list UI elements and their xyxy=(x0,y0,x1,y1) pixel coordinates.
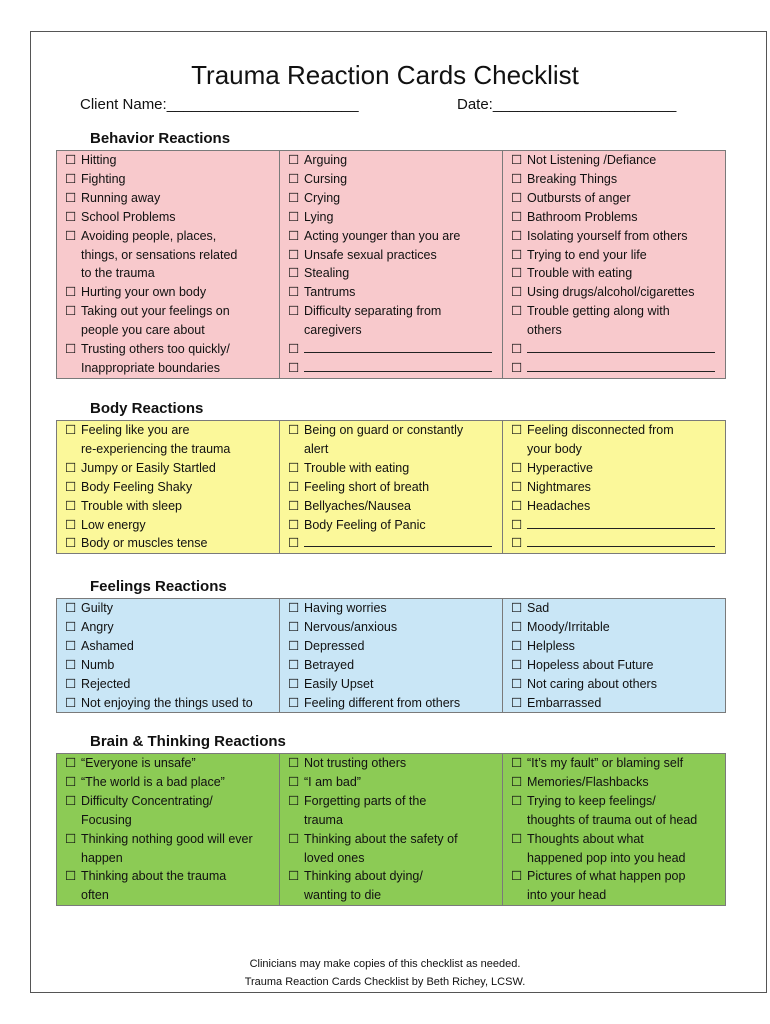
checklist-item[interactable] xyxy=(511,618,725,637)
body-column-3 xyxy=(503,421,726,554)
checklist-item[interactable] xyxy=(65,340,279,378)
checklist-item[interactable] xyxy=(511,754,725,773)
checklist-item-label: into your head xyxy=(527,888,607,903)
checklist-item-label: Thinking about the trauma xyxy=(81,869,227,884)
checklist-item-label: Difficulty Concentrating/ xyxy=(81,793,213,808)
checklist-item[interactable] xyxy=(511,867,725,905)
checkbox-icon[interactable]: ☐ xyxy=(65,285,77,300)
checkbox-icon[interactable]: ☐ xyxy=(511,247,523,262)
checklist-item-label: Fighting xyxy=(81,171,126,186)
checkbox-icon[interactable]: ☐ xyxy=(511,285,523,300)
checklist-item[interactable] xyxy=(65,151,279,170)
checkbox-icon[interactable]: ☐ xyxy=(65,342,77,357)
checklist-item-label: Headaches xyxy=(527,498,591,513)
checklist-item[interactable] xyxy=(65,773,279,792)
checkbox-icon[interactable]: ☐ xyxy=(65,774,77,789)
checklist-item[interactable] xyxy=(288,867,502,905)
checklist-item[interactable] xyxy=(511,830,725,868)
checklist-item[interactable] xyxy=(511,264,725,283)
checklist-item-label: Angry xyxy=(81,619,114,634)
checkbox-icon[interactable]: ☐ xyxy=(288,657,300,672)
checklist-item-label: Feeling disconnected from xyxy=(527,423,674,437)
checklist-item[interactable] xyxy=(288,170,502,189)
write-in-line[interactable] xyxy=(304,359,492,372)
feelings-column-2 xyxy=(280,599,503,713)
checklist-item-label: Pictures of what happen pop xyxy=(527,869,686,884)
checklist-item-label: Trusting others too quickly/ xyxy=(81,342,230,357)
checklist-item[interactable] xyxy=(288,189,502,208)
checkbox-icon[interactable]: ☐ xyxy=(288,228,300,243)
checkbox-icon[interactable]: ☐ xyxy=(511,695,523,710)
checklist-item[interactable] xyxy=(511,246,725,265)
checklist-item[interactable] xyxy=(511,516,725,535)
behavior-column-3 xyxy=(503,151,726,379)
checklist-item[interactable] xyxy=(65,208,279,227)
checklist-item-label: Running away xyxy=(81,190,161,205)
checklist-item[interactable] xyxy=(511,637,725,656)
checklist-item-label: Taking out your feelings on xyxy=(81,304,230,319)
checklist-item-label: Easily Upset xyxy=(304,676,374,691)
checklist-item-label: to the trauma xyxy=(81,266,155,281)
checkbox-icon[interactable]: ☐ xyxy=(288,171,300,186)
footer-copy-note: Clinicians may make copies of this checklist as needed. xyxy=(249,958,521,970)
checklist-item-label: “It’s my fault” or blaming self xyxy=(527,756,684,770)
checklist-item-label: Avoiding people, places, xyxy=(81,228,217,243)
brain-column-1 xyxy=(57,754,280,906)
checklist-item-label: Using drugs/alcohol/cigarettes xyxy=(527,285,695,300)
checkbox-icon[interactable]: ☐ xyxy=(288,360,300,375)
checklist-item[interactable] xyxy=(65,599,279,618)
checkbox-icon[interactable]: ☐ xyxy=(511,304,523,319)
checkbox-icon[interactable]: ☐ xyxy=(288,342,300,357)
checkbox-icon[interactable]: ☐ xyxy=(288,460,300,475)
checklist-item-label: Jumpy or Easily Startled xyxy=(81,460,216,475)
checklist-item-label: Difficulty separating from xyxy=(304,304,442,319)
checklist-item-label: Trying to keep feelings/ xyxy=(527,793,656,808)
checkbox-icon[interactable]: ☐ xyxy=(65,209,77,224)
checkbox-icon[interactable]: ☐ xyxy=(288,638,300,653)
checklist-item-label: “Everyone is unsafe” xyxy=(81,756,196,770)
checkbox-icon[interactable]: ☐ xyxy=(511,171,523,186)
checklist-item-label: caregivers xyxy=(304,323,362,338)
checklist-item[interactable] xyxy=(511,359,725,378)
checklist-item-label: Guilty xyxy=(81,601,113,615)
brain-thinking-reactions-table xyxy=(56,753,726,906)
checklist-item-label: Bathroom Problems xyxy=(527,209,638,224)
behavior-column-2 xyxy=(280,151,503,379)
checklist-item-label: Bellyaches/Nausea xyxy=(304,498,412,513)
client-name-line: _______________________ xyxy=(166,96,359,113)
checkbox-icon[interactable]: ☐ xyxy=(511,190,523,205)
checklist-item[interactable] xyxy=(288,694,502,713)
checklist-item[interactable] xyxy=(288,478,502,497)
checkbox-icon[interactable]: ☐ xyxy=(511,831,523,846)
checkbox-icon[interactable]: ☐ xyxy=(511,756,523,770)
client-name-field[interactable] xyxy=(80,96,359,113)
checklist-item[interactable] xyxy=(511,208,725,227)
checkbox-icon[interactable]: ☐ xyxy=(288,676,300,691)
checklist-item-label: thoughts of trauma out of head xyxy=(527,812,698,827)
checklist-item[interactable] xyxy=(511,227,725,246)
checkbox-icon[interactable]: ☐ xyxy=(511,517,523,532)
checkbox-icon[interactable]: ☐ xyxy=(65,460,77,475)
checklist-item[interactable] xyxy=(65,534,279,553)
footer xyxy=(0,955,770,991)
checklist-item[interactable] xyxy=(511,340,725,359)
checklist-item[interactable] xyxy=(288,246,502,265)
checklist-item-label: Body or muscles tense xyxy=(81,536,208,551)
checklist-item[interactable] xyxy=(288,359,502,378)
checklist-item-label: Trouble with sleep xyxy=(81,498,182,513)
checklist-item-label: Memories/Flashbacks xyxy=(527,774,649,789)
checklist-item[interactable] xyxy=(511,599,725,618)
checklist-item-label: Nervous/anxious xyxy=(304,619,398,634)
checkbox-icon[interactable]: ☐ xyxy=(65,676,77,691)
checklist-item-label: Trouble with eating xyxy=(527,266,633,281)
checklist-item-label: Rejected xyxy=(81,676,131,691)
checklist-item[interactable] xyxy=(288,534,502,553)
checkbox-icon[interactable]: ☐ xyxy=(511,774,523,789)
checklist-item[interactable] xyxy=(288,516,502,535)
feelings-column-1 xyxy=(57,599,280,713)
checklist-item-label: “I am bad” xyxy=(304,774,361,789)
checkbox-icon[interactable]: ☐ xyxy=(65,601,77,615)
checkbox-icon[interactable]: ☐ xyxy=(65,498,77,513)
checklist-item-label: happen xyxy=(81,850,123,865)
brain-column-2 xyxy=(280,754,503,906)
checkbox-icon[interactable]: ☐ xyxy=(511,619,523,634)
checklist-item[interactable] xyxy=(288,264,502,283)
body-column-2 xyxy=(280,421,503,554)
checkbox-icon[interactable]: ☐ xyxy=(288,869,300,884)
checklist-item-label: Hopeless about Future xyxy=(527,657,654,672)
feelings-column-3 xyxy=(503,599,726,713)
checklist-item-label: Not trusting others xyxy=(304,756,407,770)
checklist-item[interactable] xyxy=(65,792,279,830)
date-line: ______________________ xyxy=(492,96,677,113)
checklist-item-label: Not enjoying the things used to xyxy=(81,695,253,710)
checklist-item-label: Thinking about dying/ xyxy=(304,869,423,884)
checklist-item-label: Feeling like you are xyxy=(81,423,190,437)
checklist-item[interactable] xyxy=(65,618,279,637)
checklist-item[interactable] xyxy=(65,656,279,675)
checklist-item-label: Numb xyxy=(81,657,115,672)
checkbox-icon[interactable]: ☐ xyxy=(288,619,300,634)
checkbox-icon[interactable]: ☐ xyxy=(511,676,523,691)
checkbox-icon[interactable]: ☐ xyxy=(288,756,300,770)
checklist-item-label: things, or sensations related xyxy=(81,247,238,262)
checkbox-icon[interactable]: ☐ xyxy=(65,793,77,808)
checklist-item[interactable] xyxy=(65,283,279,302)
checklist-item[interactable] xyxy=(65,830,279,868)
checklist-item[interactable] xyxy=(511,151,725,170)
checklist-item-label: re-experiencing the trauma xyxy=(81,441,231,456)
checklist-item[interactable] xyxy=(288,151,502,170)
checkbox-icon[interactable]: ☐ xyxy=(511,536,523,551)
checklist-item-label: School Problems xyxy=(81,209,176,224)
checklist-item[interactable] xyxy=(511,189,725,208)
write-in-line[interactable] xyxy=(527,534,715,547)
checklist-item[interactable] xyxy=(511,283,725,302)
checklist-item-label: Trouble with eating xyxy=(304,460,410,475)
checklist-item-label: Nightmares xyxy=(527,479,591,494)
checkbox-icon[interactable]: ☐ xyxy=(511,479,523,494)
checklist-item-label: trauma xyxy=(304,812,343,827)
checklist-item-label: Arguing xyxy=(304,153,348,167)
checklist-item-label: Isolating yourself from others xyxy=(527,228,688,243)
checklist-item-label: Tantrums xyxy=(304,285,356,300)
checklist-item[interactable] xyxy=(288,459,502,478)
write-in-line[interactable] xyxy=(527,359,715,372)
checklist-item-label: Helpless xyxy=(527,638,575,653)
write-in-line[interactable] xyxy=(527,340,715,353)
checkbox-icon[interactable]: ☐ xyxy=(288,423,300,437)
date-label: Date: xyxy=(457,96,493,113)
checklist-item[interactable] xyxy=(65,227,279,284)
checklist-item-label: Not caring about others xyxy=(527,676,657,691)
checkbox-icon[interactable]: ☐ xyxy=(65,479,77,494)
checklist-item-label: happened pop into you head xyxy=(527,850,686,865)
checklist-item[interactable] xyxy=(65,478,279,497)
checklist-item-label: Hurting your own body xyxy=(81,285,207,300)
client-name-label: Client Name: xyxy=(80,96,167,113)
checklist-item-label: Cursing xyxy=(304,171,348,186)
section-title-behavior: Behavior Reactions xyxy=(90,130,231,147)
checkbox-icon[interactable]: ☐ xyxy=(511,460,523,475)
body-reactions-table xyxy=(56,420,726,554)
checkbox-icon[interactable]: ☐ xyxy=(65,423,77,437)
checklist-item-label: Trouble getting along with xyxy=(527,304,670,319)
checklist-item[interactable] xyxy=(288,773,502,792)
checklist-item-label: Being on guard or constantly xyxy=(304,423,464,437)
checklist-item[interactable] xyxy=(288,656,502,675)
checkbox-icon[interactable]: ☐ xyxy=(511,228,523,243)
checkbox-icon[interactable]: ☐ xyxy=(288,793,300,808)
checklist-item[interactable] xyxy=(511,694,725,713)
checklist-item-label: Inappropriate boundaries xyxy=(81,360,220,375)
checklist-item-label: Depressed xyxy=(304,638,365,653)
checkbox-icon[interactable]: ☐ xyxy=(511,498,523,513)
checkbox-icon[interactable]: ☐ xyxy=(288,153,300,167)
checklist-item-label: Acting younger than you are xyxy=(304,228,461,243)
checkbox-icon[interactable]: ☐ xyxy=(511,266,523,281)
checklist-item[interactable] xyxy=(65,637,279,656)
checklist-item[interactable] xyxy=(65,867,279,905)
checklist-item-label: Hitting xyxy=(81,153,117,167)
checklist-item[interactable] xyxy=(288,675,502,694)
checklist-item[interactable] xyxy=(288,792,502,830)
checkbox-icon[interactable]: ☐ xyxy=(65,153,77,167)
checklist-item[interactable] xyxy=(288,754,502,773)
behavior-column-1 xyxy=(57,151,280,379)
checklist-item-label: Focusing xyxy=(81,812,132,827)
feelings-reactions-table xyxy=(56,598,726,713)
checklist-item[interactable] xyxy=(288,830,502,868)
checkbox-icon[interactable]: ☐ xyxy=(288,209,300,224)
checklist-item[interactable] xyxy=(65,516,279,535)
checklist-item-label: Unsafe sexual practices xyxy=(304,247,437,262)
checkbox-icon[interactable]: ☐ xyxy=(511,360,523,375)
checklist-item-label: Thinking nothing good will ever xyxy=(81,831,253,846)
checklist-item-label: your body xyxy=(527,441,582,456)
checklist-item-label: Having worries xyxy=(304,601,387,615)
page-title: Trauma Reaction Cards Checklist xyxy=(191,60,579,90)
checkbox-icon[interactable]: ☐ xyxy=(65,517,77,532)
checklist-item-label: Feeling different from others xyxy=(304,695,461,710)
checklist-item-label: often xyxy=(81,888,109,903)
checkbox-icon[interactable]: ☐ xyxy=(288,266,300,281)
checklist-item-label: Betrayed xyxy=(304,657,355,672)
checkbox-icon[interactable]: ☐ xyxy=(65,638,77,653)
checklist-item[interactable] xyxy=(288,340,502,359)
checkbox-icon[interactable]: ☐ xyxy=(288,247,300,262)
checklist-item-label: Outbursts of anger xyxy=(527,190,631,205)
checklist-item-label: Stealing xyxy=(304,266,350,281)
checklist-item-label: Ashamed xyxy=(81,638,134,653)
checklist-item-label: loved ones xyxy=(304,850,365,865)
checkbox-icon[interactable]: ☐ xyxy=(288,601,300,615)
write-in-line[interactable] xyxy=(304,534,492,547)
checklist-item-label: Crying xyxy=(304,190,341,205)
checklist-item[interactable] xyxy=(65,694,279,713)
checkbox-icon[interactable]: ☐ xyxy=(288,190,300,205)
checkbox-icon[interactable]: ☐ xyxy=(288,831,300,846)
checklist-item-label: people you care about xyxy=(81,323,205,338)
checkbox-icon[interactable]: ☐ xyxy=(511,869,523,884)
checkbox-icon[interactable]: ☐ xyxy=(288,517,300,532)
checklist-item[interactable] xyxy=(511,421,725,459)
checkbox-icon[interactable]: ☐ xyxy=(65,190,77,205)
checklist-item[interactable] xyxy=(65,302,279,340)
checkbox-icon[interactable]: ☐ xyxy=(288,695,300,710)
checkbox-icon[interactable]: ☐ xyxy=(511,601,523,615)
checkbox-icon[interactable]: ☐ xyxy=(511,342,523,357)
checkbox-icon[interactable]: ☐ xyxy=(511,209,523,224)
checkbox-icon[interactable]: ☐ xyxy=(65,619,77,634)
checklist-item-label: Forgetting parts of the xyxy=(304,793,427,808)
checklist-item[interactable] xyxy=(65,170,279,189)
write-in-line[interactable] xyxy=(527,516,715,529)
checklist-item-label: Body Feeling of Panic xyxy=(304,517,426,532)
brain-column-3 xyxy=(503,754,726,906)
body-column-1 xyxy=(57,421,280,554)
checklist-item-label: Embarrassed xyxy=(527,695,602,710)
checklist-item[interactable] xyxy=(511,773,725,792)
checkbox-icon[interactable]: ☐ xyxy=(511,638,523,653)
footer-credit: Trauma Reaction Cards Checklist by Beth Richey, LCSW. xyxy=(244,976,526,988)
checklist-item-label: Thinking about the safety of xyxy=(304,831,458,846)
checklist-item[interactable] xyxy=(288,497,502,516)
checklist-item-label: Trying to end your life xyxy=(527,247,647,262)
checkbox-icon[interactable]: ☐ xyxy=(65,756,77,770)
checkbox-icon[interactable]: ☐ xyxy=(288,536,300,551)
checkbox-icon[interactable]: ☐ xyxy=(288,285,300,300)
checklist-item[interactable] xyxy=(511,656,725,675)
checklist-item[interactable] xyxy=(511,459,725,478)
checkbox-icon[interactable]: ☐ xyxy=(65,228,77,243)
checklist-item[interactable] xyxy=(511,302,725,340)
checklist-item[interactable] xyxy=(65,421,279,459)
checklist-item-label: Moody/Irritable xyxy=(527,619,610,634)
checklist-item[interactable] xyxy=(511,170,725,189)
checklist-item-label: Hyperactive xyxy=(527,460,593,475)
checkbox-icon[interactable]: ☐ xyxy=(511,153,523,167)
checkbox-icon[interactable]: ☐ xyxy=(288,304,300,319)
checklist-item-label: “The world is a bad place” xyxy=(81,774,225,789)
checklist-item-label: others xyxy=(527,323,562,338)
checkbox-icon[interactable]: ☐ xyxy=(511,657,523,672)
section-title-brain-thinking: Brain & Thinking Reactions xyxy=(90,733,286,750)
checklist-item-label: Breaking Things xyxy=(527,171,618,186)
checklist-item[interactable] xyxy=(65,459,279,478)
checklist-item[interactable] xyxy=(511,792,725,830)
checkbox-icon[interactable]: ☐ xyxy=(65,171,77,186)
checklist-item-label: Feeling short of breath xyxy=(304,479,430,494)
checklist-item[interactable] xyxy=(511,675,725,694)
checklist-item-label: alert xyxy=(304,441,329,456)
checkbox-icon[interactable]: ☐ xyxy=(288,774,300,789)
checklist-item-label: Lying xyxy=(304,209,334,224)
checklist-item[interactable] xyxy=(288,421,502,459)
checkbox-icon[interactable]: ☐ xyxy=(511,793,523,808)
checklist-item[interactable] xyxy=(288,302,502,340)
checkbox-icon[interactable]: ☐ xyxy=(65,657,77,672)
checklist-item[interactable] xyxy=(65,754,279,773)
checklist-item[interactable] xyxy=(288,208,502,227)
checklist-item[interactable] xyxy=(511,478,725,497)
checklist-item[interactable] xyxy=(288,618,502,637)
behavior-reactions-table xyxy=(56,150,726,379)
checklist-item[interactable] xyxy=(288,599,502,618)
checkbox-icon[interactable]: ☐ xyxy=(65,869,77,884)
checklist-item-label: Not Listening /Defiance xyxy=(527,153,657,167)
checklist-item[interactable] xyxy=(288,227,502,246)
section-title-feelings: Feelings Reactions xyxy=(90,578,227,595)
checkbox-icon[interactable]: ☐ xyxy=(65,695,77,710)
checklist-item-label: Sad xyxy=(527,601,550,615)
checklist-item-label: Body Feeling Shaky xyxy=(81,479,193,494)
checklist-item[interactable] xyxy=(65,675,279,694)
checkbox-icon[interactable]: ☐ xyxy=(65,536,77,551)
checklist-item[interactable] xyxy=(65,189,279,208)
checklist-item-label: Low energy xyxy=(81,517,146,532)
checklist-item[interactable] xyxy=(288,637,502,656)
checkbox-icon[interactable]: ☐ xyxy=(288,498,300,513)
checkbox-icon[interactable]: ☐ xyxy=(65,831,77,846)
section-title-body: Body Reactions xyxy=(90,400,204,417)
checklist-item[interactable] xyxy=(288,283,502,302)
checklist-item[interactable] xyxy=(65,497,279,516)
checkbox-icon[interactable]: ☐ xyxy=(511,423,523,437)
checklist-item-label: wanting to die xyxy=(304,888,382,903)
write-in-line[interactable] xyxy=(304,340,492,353)
checklist-item[interactable] xyxy=(511,534,725,553)
date-field[interactable] xyxy=(457,96,676,113)
checklist-item[interactable] xyxy=(511,497,725,516)
checklist-item-label: Thoughts about what xyxy=(527,831,644,846)
checkbox-icon[interactable]: ☐ xyxy=(65,304,77,319)
checkbox-icon[interactable]: ☐ xyxy=(288,479,300,494)
